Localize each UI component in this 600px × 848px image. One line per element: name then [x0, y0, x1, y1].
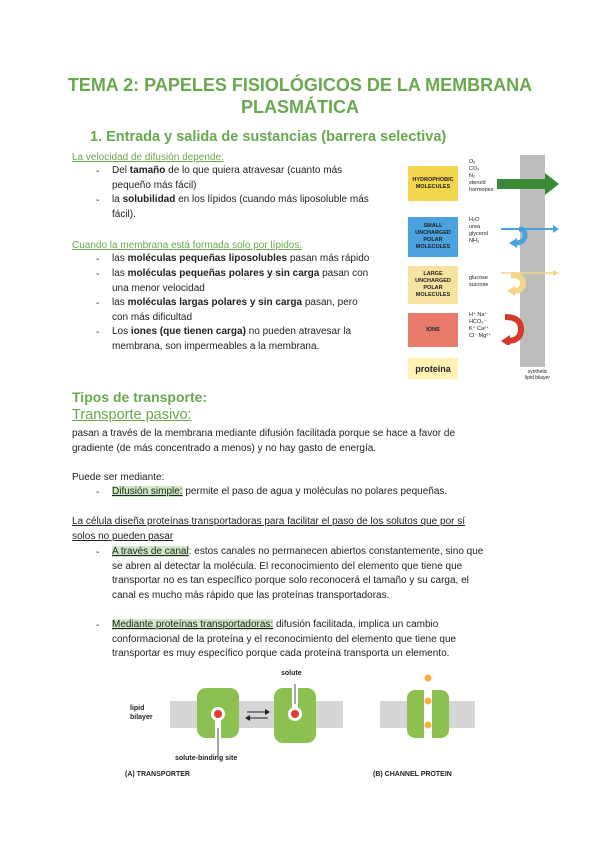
- transport-heading: Tipos de transporte:: [72, 389, 208, 405]
- ion-molecules: H⁺ Na⁺ HCO₃⁻ K⁺ Ca²⁺ Cl⁻ Mg²⁺: [469, 312, 491, 339]
- velocity-subheading: La velocidad de difusión depende:: [72, 152, 224, 163]
- lipid-bilayer-label: lipid bilayer: [130, 705, 153, 721]
- blocked-arrow-icon: [499, 267, 559, 297]
- bilayer-label: synthetic lipid bilayer: [524, 369, 550, 381]
- cell-transport-text: La célula diseña proteínas transportadoras para facilitar el paso de los solutos que por sí solos no pueden pasar: [72, 516, 466, 542]
- section-heading: 1. Entrada y salida de sustancias (barrera selectiva): [90, 129, 447, 145]
- binding-site-label: solute-binding site: [175, 755, 238, 762]
- small-polar-box: SMALL UNCHARGED POLAR MOLECULES: [408, 217, 458, 257]
- bullet-dash: -: [96, 487, 100, 498]
- bullet-dash: -: [96, 254, 100, 265]
- bullet-dash: -: [96, 547, 100, 558]
- hydrophobic-molecules: O₂ CO₂ N₂ steroid hormones: [469, 159, 494, 193]
- title-line-1: TEMA 2: PAPELES FISIOLÓGICOS DE LA MEMBRANA: [67, 75, 533, 95]
- hydrophobic-box: HYDROPHOBIC MOLECULES: [408, 166, 458, 201]
- simple-diffusion-item: Difusión simple: permite el paso de agua y moléculas no polares pequeñas.: [112, 486, 448, 497]
- transporter-channel-figure: [115, 668, 485, 788]
- lipid-item-2: las moléculas pequeñas polares y sin carga pasan con una menor velocidad: [112, 268, 369, 294]
- page-title: [40, 74, 560, 118]
- lipid-subheading: Cuando la membrana está formada solo por lípidos:: [72, 240, 303, 251]
- ions-box: IONS: [408, 313, 458, 347]
- bullet-dash: -: [96, 269, 100, 280]
- mediante-text: Puede ser mediante:: [72, 472, 165, 483]
- bullet-dash: -: [96, 166, 100, 177]
- solute-label: solute: [281, 670, 302, 677]
- velocity-item-solubility: la solubilidad en los lípidos (cuando más liposoluble más fácil).: [112, 194, 369, 220]
- transporter-protein-item: Mediante proteínas transportadoras: difusión facilitada, implica un cambio conformacional de la proteína y el reconocimiento del elemento que tiene que transportar es muy específico porque cada proteína transporta un elemento.: [112, 619, 457, 659]
- protein-label: proteína: [408, 358, 458, 379]
- lipid-item-3: las moléculas largas polares y sin carga pasan, pero con más dificultad: [112, 297, 358, 323]
- small-polar-molecules: H₂O urea glycerol NH₃: [469, 217, 488, 244]
- pass-arrow-icon: [497, 173, 560, 195]
- partial-pass-arrow-icon: [499, 221, 559, 249]
- passive-transport-text: pasan a través de la membrana mediante difusión facilitada porque se hace a favor de gradiente (de más concentrado a menos) y no hay gasto de energía.: [72, 428, 456, 454]
- caption-channel-protein: (B) CHANNEL PROTEIN: [373, 771, 452, 778]
- permeability-figure: [405, 155, 560, 390]
- large-polar-molecules: glucose sucrose: [469, 275, 489, 288]
- lipid-item-1: las moléculas pequeñas liposolubles pasan más rápido: [112, 253, 370, 264]
- large-polar-box: LARGE UNCHARGED POLAR MOLECULES: [408, 266, 458, 304]
- caption-transporter: (A) TRANSPORTER: [125, 771, 190, 778]
- channel-item: A través de canal: estos canales no permanecen abiertos constantemente, sino que se abren al detectar la molécula. El reconocimiento del elemento que tiene que transportar no es tan específico porque solo reconocerá el tamaño y su carga, el canal es mucho más rápido que las proteínas transportadoras.: [112, 546, 484, 601]
- lipid-item-4: Los iones (que tienen carga) no pueden atravesar la membrana, son impermeables a la membrana.: [112, 326, 352, 352]
- bullet-dash: -: [96, 298, 100, 309]
- proteins-graphic: [115, 668, 485, 788]
- ion-rejected-arrow-icon: [501, 313, 525, 345]
- passive-transport-heading: Transporte pasivo:: [72, 407, 192, 423]
- bullet-dash: -: [96, 620, 100, 631]
- bullet-dash: -: [96, 195, 100, 206]
- title-line-2: PLASMÁTICA: [241, 97, 359, 117]
- bullet-dash: -: [96, 327, 100, 338]
- velocity-item-size: Del tamaño de lo que quiera atravesar (cuanto más pequeño más fácil): [112, 165, 343, 191]
